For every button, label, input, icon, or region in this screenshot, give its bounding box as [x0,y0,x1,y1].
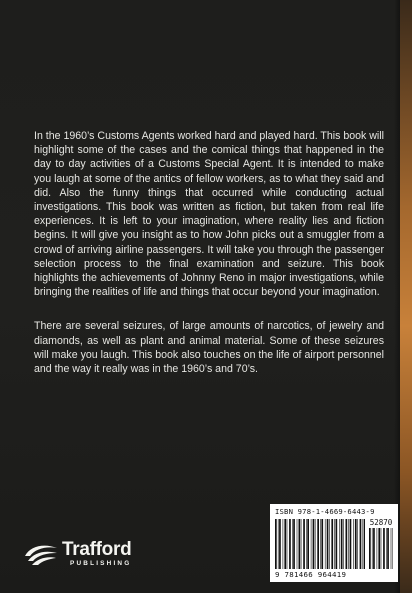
barcode-bar [297,519,298,569]
swoosh-logo-icon [22,542,60,566]
barcode-bar [275,519,277,569]
barcode-bar [386,528,387,569]
barcode-bar [391,528,392,569]
barcode-bar [348,519,349,569]
barcode-bar [364,519,365,569]
barcode-bar [306,519,307,569]
barcode-bar [293,519,295,569]
barcode-bar [363,519,364,569]
publisher-wordmark [62,541,131,567]
spine-edge [400,0,412,593]
barcode-bar [278,519,279,569]
barcode-bar [346,519,348,569]
barcode-bar [301,519,302,569]
barcode-bars-row [275,518,393,569]
barcode-bar [279,519,281,569]
barcode-bar [292,519,293,569]
barcode-bar [387,528,389,569]
barcode-bar [339,519,340,569]
barcode-bar [283,519,284,569]
barcode-bar [299,519,301,569]
isbn-label: ISBN 978-1-4669-6443-9 [275,507,375,516]
blurb-paragraph-1: In the 1960’s Customs Agents worked hard and played hard. This book will highlight some of the cases and the comical things that happened in the day to day activities of a Customs Special Agent. It is intended to make you laugh at some of the antics of fellow workers, as to what they said and did. Also the funny things that occurred while conducting actual investigations. This book was written as fiction, but taken from real life experiences. It is left to your imagination, where reality lies and fiction begins. It will give you insight as to how John picks out a smuggler from a crowd of arriving airline passengers. It will take you through the passenger selection process to the final examination and seizure. This book highlights the achievements of Johnny Reno in major investigations, while bringing the realities of life and things that occur beyond your imagination. [34,130,384,299]
barcode-bar [341,519,343,569]
barcode-bar [377,528,378,569]
barcode-bar [325,519,326,569]
addon-code: 52870 [369,518,393,527]
barcode-bar [311,519,312,569]
barcode-bar [357,519,358,569]
barcode-bar [372,528,373,569]
barcode-bar [373,528,375,569]
barcode-bar [383,528,385,569]
barcode-bar [393,528,394,569]
barcode-bar [289,519,291,569]
barcode-bar [353,519,354,569]
ean-barcode [275,519,365,569]
barcode-bar [350,519,352,569]
barcode-bar [329,519,330,569]
barcode-bar [287,519,288,569]
ean-digits: 9 781466 964419 [275,570,347,579]
cover-blurb [34,129,384,396]
barcode-bar [378,528,380,569]
price-addon [369,518,393,569]
barcode-bar [313,519,315,569]
addon-barcode [369,528,393,569]
barcode-bar [331,519,333,569]
publisher-name: Trafford [62,539,132,560]
barcode-bar [336,519,338,569]
barcode-bar [321,519,323,569]
publisher-subline: PUBLISHING [70,560,132,567]
barcode-bar [307,519,309,569]
publisher-logo [22,541,131,567]
barcode-panel [270,504,398,582]
barcode-bar [284,519,286,569]
barcode-bar [315,519,316,569]
barcode-bar [369,528,371,569]
barcode-bar [327,519,329,569]
barcode-bar [343,519,344,569]
barcode-bar [317,519,319,569]
barcode-bar [381,528,382,569]
barcode-bar [303,519,305,569]
barcode-bar [334,519,335,569]
barcode-bar [360,519,362,569]
blurb-paragraph-2: There are several seizures, of large amounts of narcotics, of jewelry and diamonds, as well as plant and animal material. Some of these seizures will make you laugh. This book also touches on the life of airport personnel and the way it really was in the 1960’s and 70’s. [34,320,384,376]
barcode-bar [320,519,321,569]
barcode-bar [355,519,357,569]
